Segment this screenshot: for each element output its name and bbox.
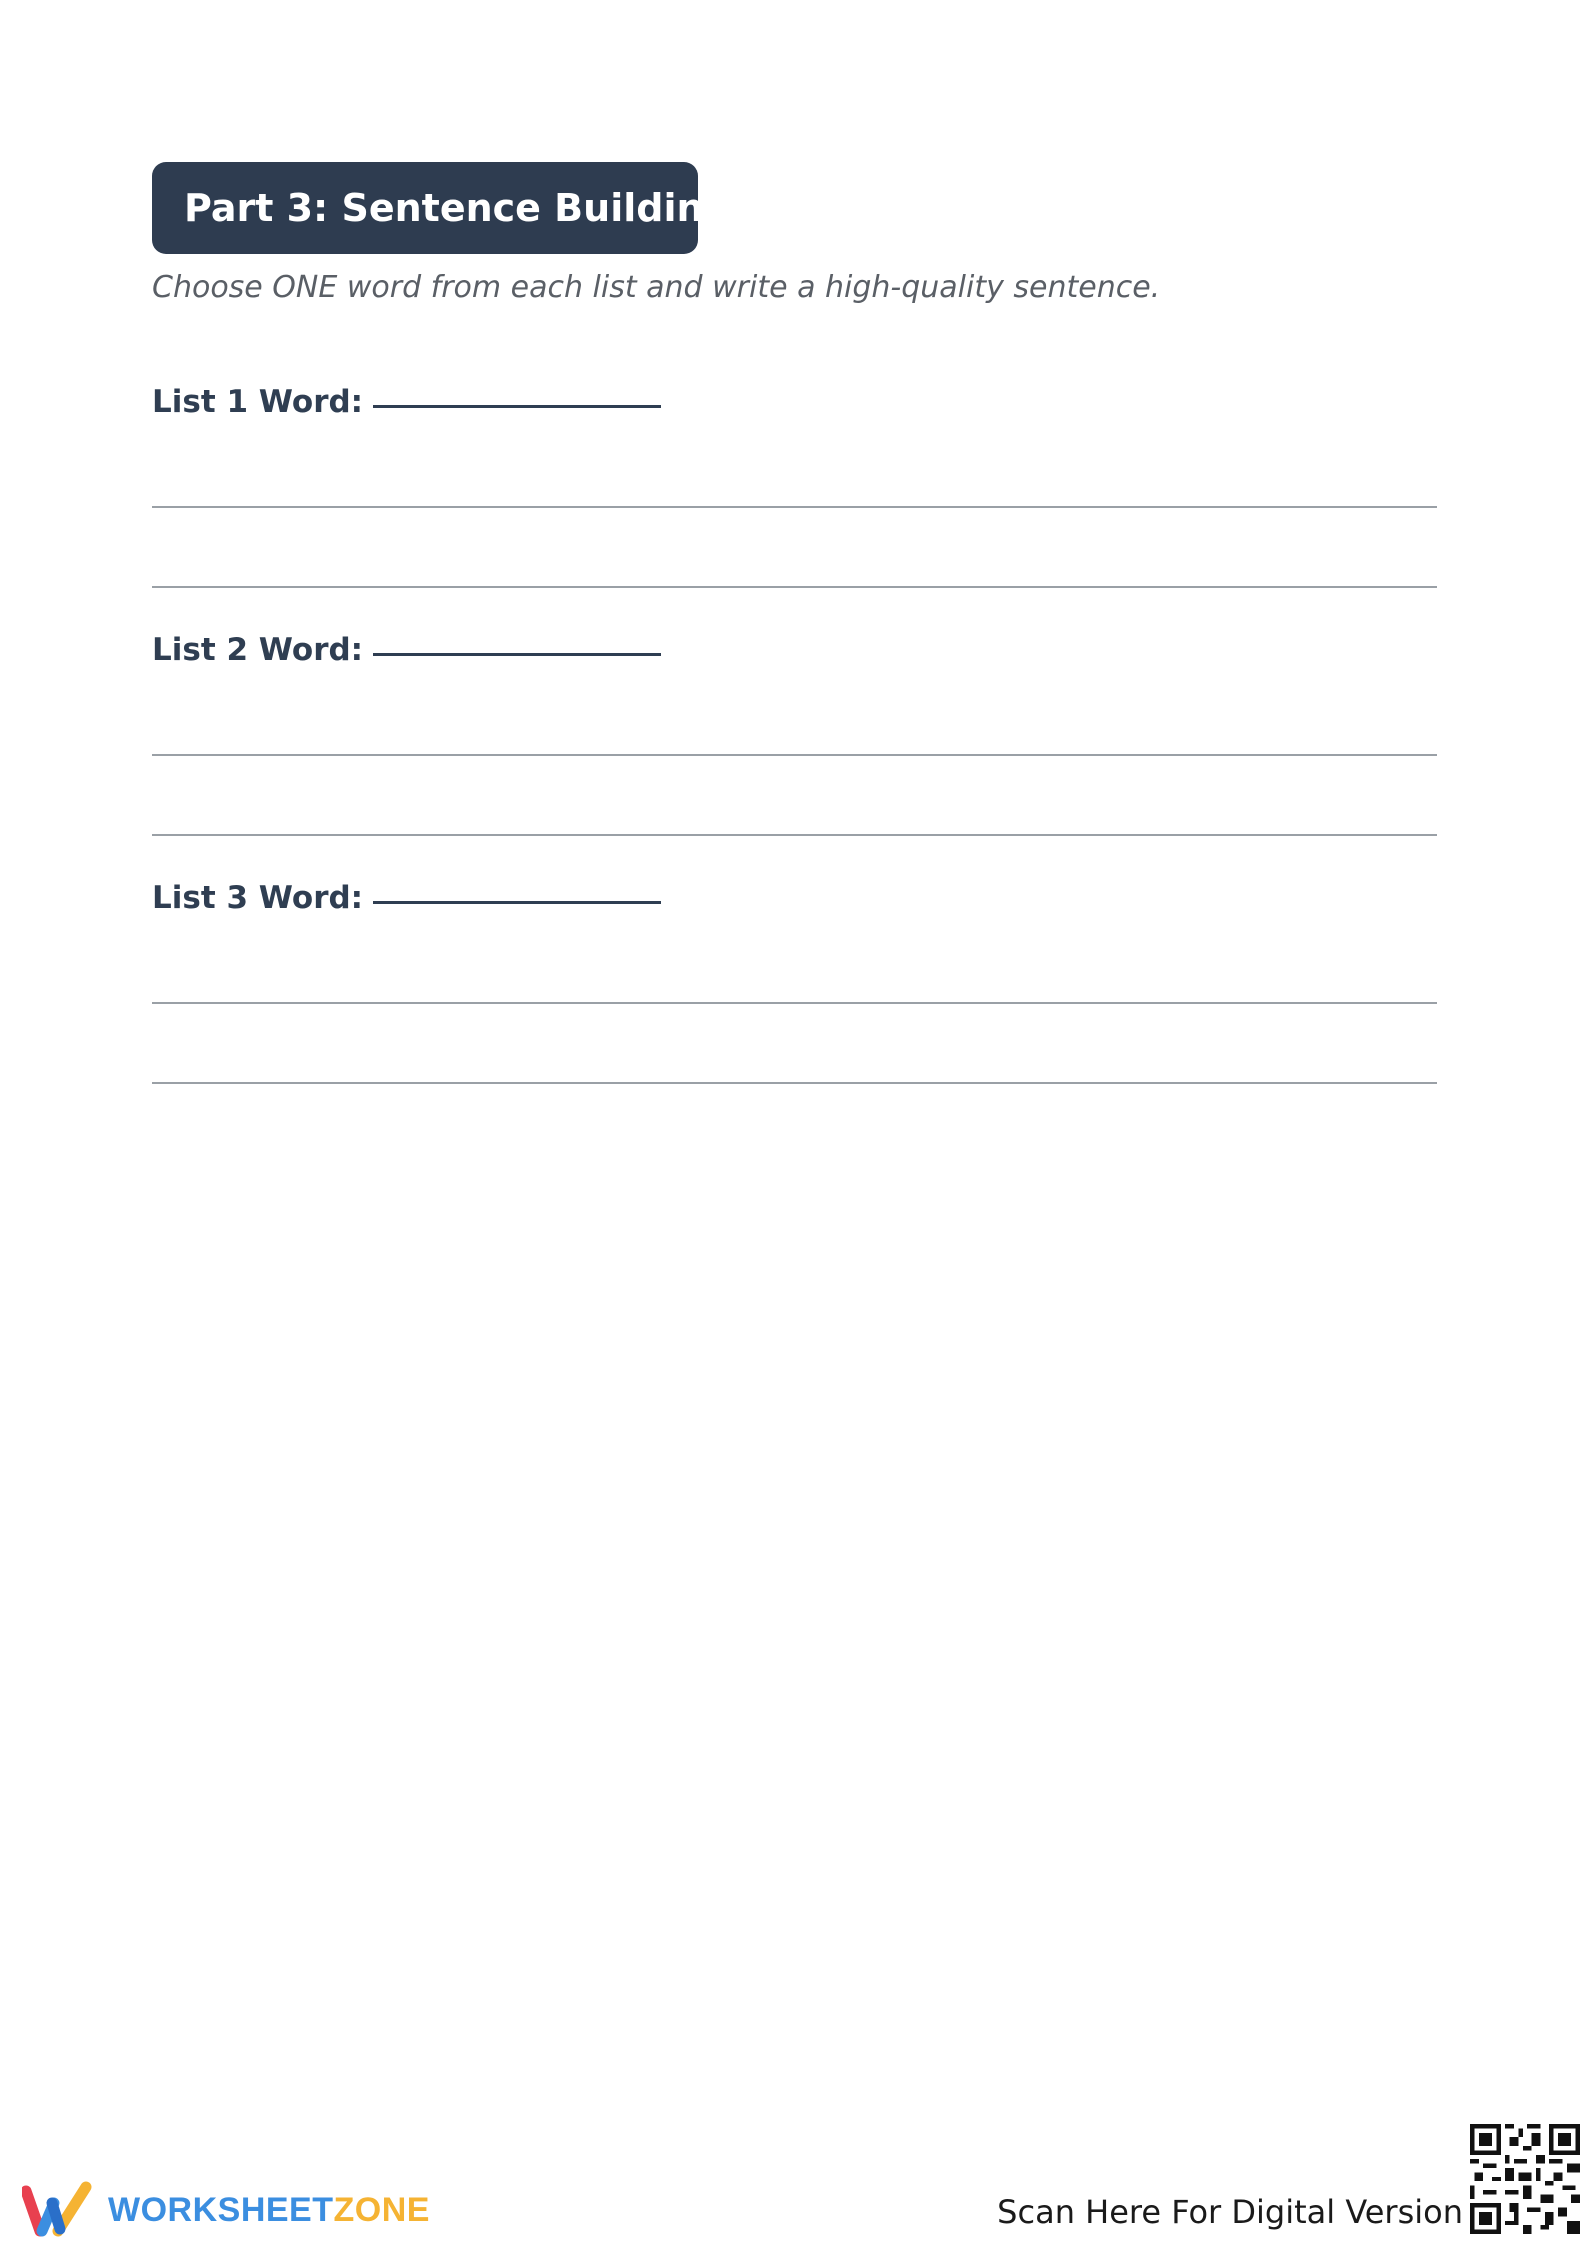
scan-caption: Scan Here For Digital Version [997,2193,1463,2231]
instructions-text: Choose ONE word from each list and write a high-quality sentence. [152,270,1161,305]
list-2-label-text: List 2 Word: [152,632,364,668]
list-3-word-blank[interactable] [373,901,661,904]
brand-part-worksheet: WORKSHEET [108,2190,334,2229]
list-1-word-label [152,384,661,420]
w-logo-icon [22,2181,94,2239]
list-2-writing-line-1[interactable] [152,754,1437,756]
list-1-label-text: List 1 Word: [152,384,364,420]
list-1-writing-line-2[interactable] [152,586,1437,588]
list-2-writing-line-2[interactable] [152,834,1437,836]
list-3-writing-line-1[interactable] [152,1002,1437,1004]
qr-code-icon[interactable] [1470,2124,1580,2234]
brand-wordmark [108,2191,430,2230]
section-title: Part 3: Sentence Building [152,162,698,254]
list-3-word-label [152,880,661,916]
list-3-writing-line-2[interactable] [152,1082,1437,1084]
worksheetzone-logo[interactable] [22,2180,430,2240]
list-1-writing-line-1[interactable] [152,506,1437,508]
list-2-word-blank[interactable] [373,653,661,656]
list-1-word-blank[interactable] [373,405,661,408]
brand-part-zone: ZONE [333,2190,430,2229]
list-2-word-label [152,632,661,668]
list-3-label-text: List 3 Word: [152,880,364,916]
